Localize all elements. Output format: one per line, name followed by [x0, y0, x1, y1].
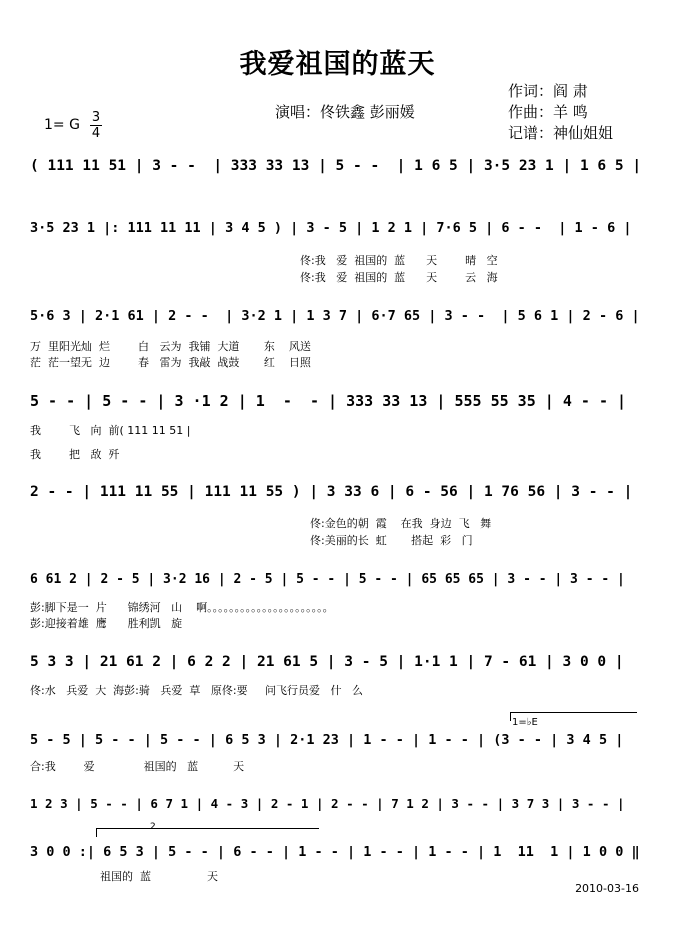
notation-line: 2 - - | 111 11 55 | 111 11 55 ) | 3 33 6 | 6 - 56 | 1 76 56 | 3 - - | [30, 484, 633, 500]
lyric-line-1: 我 飞 向 前( 111 11 51 | [30, 424, 191, 437]
song-title: 我爱祖国的蓝天 [239, 49, 436, 80]
score-row-4 [0, 392, 675, 461]
notation-line: 1 2 3 | 5 - - | 6 7 1 | 4 - 3 | 2 - 1 | 2 - - | 7 1 2 | 3 - - | 3 7 3 | 3 - - | [30, 796, 625, 811]
notation-line: ( 111 11 51 | 3 - - | 333 33 13 | 5 - - | 1 6 5 | 3·5 23 1 | 1 6 5 | [30, 158, 642, 174]
lyric-line-2: 彭:迎接着雄 鹰 胜利凯 旋 [30, 617, 183, 630]
score-row-7 [0, 654, 675, 697]
lyric-line-1: 佟:水 兵爱 大 海彭:骑 兵爱 草 原佟:要 问飞行员爱 什 么 [30, 684, 364, 697]
score-row-8 [0, 732, 675, 772]
lyric-line-2: 茫 茫一望无 边 春 雷为 我敲 战鼓 红 日照 [30, 356, 311, 369]
lyric-line-1: 合:我 爱 祖国的 蓝 天 [30, 760, 245, 773]
lyric-line-2: 我 把 敌 歼 [30, 448, 120, 461]
score-row-6 [0, 572, 675, 630]
score-row-5 [0, 484, 675, 547]
score-row-2 [0, 220, 675, 284]
lyric-line-1: 祖国的 蓝 天 [100, 870, 218, 883]
performers: 演唱：佟铁鑫 彭丽媛 [275, 103, 415, 121]
volta-1-label: 1=♭E [512, 717, 538, 728]
lyric-line-1: 佟:我 爱 祖国的 蓝 天 晴 空 [300, 254, 498, 267]
composer: 作曲：羊 鸣 [508, 103, 588, 121]
notation-line: 5 - - | 5 - - | 3 ·1 2 | 1 - - | 333 33 13 | 555 55 35 | 4 - - | [30, 392, 627, 410]
lyricist: 作词：阎 肃 [508, 82, 588, 100]
volta-2-label: 2 [150, 822, 156, 832]
lyric-line-2: 佟:我 爱 祖国的 蓝 天 云 海 [300, 271, 498, 284]
transcriber: 记谱：神仙姐姐 [508, 124, 614, 142]
lyric-line-1: 万 里阳光灿 烂 白 云为 我铺 大道 东 风送 [30, 340, 311, 353]
score-row-10 [0, 844, 675, 884]
notation-line: 5·6 3 | 2·1 61 | 2 - - | 3·2 1 | 1 3 7 | 6·7 65 | 3 - - | 5 6 1 | 2 - 6 | [30, 308, 640, 324]
score-row-1 [0, 158, 675, 198]
time-sig-bottom: 4 [91, 126, 101, 141]
notation-line: 3 0 0 :| 6 5 3 | 5 - - | 6 - - | 1 - - | 1 - - | 1 - - | 1 11 1 | 1 0 0 ‖ [30, 844, 640, 860]
notation-line: 6 61 2 | 2 - 5 | 3·2 16 | 2 - 5 | 5 - - | 5 - - | 65 65 65 | 3 - - | 3 - - | [30, 572, 625, 587]
lyric-line-2: 佟:美丽的长 虹 搭起 彩 门 [310, 534, 473, 547]
notation-line: 3·5 23 1 |: 111 11 11 | 3 4 5 ) | 3 - 5 | 1 2 1 | 7·6 5 | 6 - - | 1 - 6 | [30, 220, 632, 236]
lyric-line-1: 彭:脚下是一 片 锦绣河 山 啊。。。。。。。。。。。。。。。。。。。。。。 [30, 601, 334, 614]
key-signature: 1= G [44, 117, 80, 133]
time-signature [90, 111, 102, 140]
notation-line: 5 - 5 | 5 - - | 5 - - | 6 5 3 | 2·1 23 | 1 - - | 1 - - | (3 - - | 3 4 5 | [30, 732, 624, 748]
lyric-line-1: 佟:金色的朝 霞 在我 身边 飞 舞 [310, 517, 492, 530]
score-row-3 [0, 308, 675, 369]
time-sig-top: 3 [91, 110, 101, 125]
notation-line: 5 3 3 | 21 61 2 | 6 2 2 | 21 61 5 | 3 - 5 | 1·1 1 | 7 - 61 | 3 0 0 | [30, 654, 624, 670]
date-stamp: 2010-03-16 [575, 882, 639, 895]
volta-2 [96, 828, 319, 837]
